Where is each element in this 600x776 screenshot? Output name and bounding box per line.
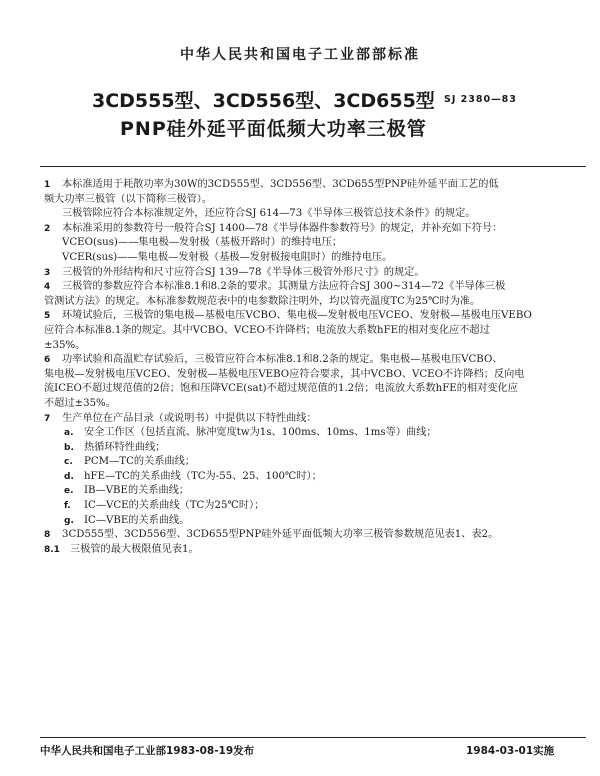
curve-item-a xyxy=(44,426,584,441)
clause-3 xyxy=(44,266,584,281)
clause-6-cont xyxy=(44,368,584,383)
item-label: a. xyxy=(64,428,74,439)
curve-item-e xyxy=(44,484,584,499)
clause-text: 环境试验后，三极管的集电极—基极电压VCBO、集电极—发射极电压VCEO、发射极—基极电压VEBO xyxy=(62,310,532,322)
clause-4 xyxy=(44,280,584,295)
clause-7 xyxy=(44,412,584,427)
clause-number: 8.1 xyxy=(44,544,60,555)
item-text: IC—VBE的关系曲线。 xyxy=(84,514,190,526)
issuing-agency: 中华人民共和国电子工业部部标准 xyxy=(180,47,420,63)
document-title-line2: PNP硅外延平面低频大功率三极管 xyxy=(120,118,427,140)
clause-5-cont xyxy=(44,324,584,339)
curve-item-d xyxy=(44,470,584,485)
clause-text: 三极管的参数应符合本标准8.1和8.2条的要求。其测量方法应符合SJ 300~314—72《半导体三极 xyxy=(62,281,506,293)
clause-1-cont xyxy=(44,193,584,208)
item-text: PCM—TC的关系曲线； xyxy=(84,456,195,468)
curve-item-g xyxy=(44,514,584,529)
clause-6-cont3 xyxy=(44,397,584,412)
item-label: f. xyxy=(64,501,71,512)
clause-text: VCEO(sus)——集电极—发射极（基极开路时）的维持电压； xyxy=(62,237,343,249)
clause-1 xyxy=(44,178,584,193)
clause-number: 7 xyxy=(44,413,51,424)
clause-number: 1 xyxy=(44,180,51,190)
clause-6 xyxy=(44,353,584,368)
item-label: g. xyxy=(64,515,74,526)
clause-number: 6 xyxy=(44,355,51,366)
clause-text: 本标准适用于耗散功率为30W的3CD555型、3CD556型、3CD655型PNP硅外延平面工艺的低 xyxy=(62,179,499,190)
item-label: b. xyxy=(64,442,74,453)
clause-number: 8 xyxy=(44,530,51,541)
bottom-divider xyxy=(40,737,586,738)
clause-number: 5 xyxy=(44,311,51,322)
clause-text: 管测试方法》的规定。本标准参数规范表中的电参数除注明外，均以管壳温度TC为25℃时为准。 xyxy=(44,295,481,307)
top-divider xyxy=(40,166,586,167)
clause-text: 集电极—发射极电压VCEO、发射极—基极电压VEBO应符合要求，其中VCBO、VCEO不许降档；反向电 xyxy=(44,368,525,380)
clause-1-para2 xyxy=(44,207,584,222)
clause-text: 三极管的外形结构和尺寸应符合SJ 139—78《半导体三极管外形尺寸》的规定。 xyxy=(62,266,425,278)
clause-8-1 xyxy=(44,543,584,558)
clause-text: 应符合本标准8.1条的规定。其中VCBO、VCEO不许降档；电流放大系数hFE的相对变化应不超过 xyxy=(44,324,490,336)
clause-text: 本标准采用的参数符号一般符合SJ 1400—78《半导体器件参数符号》的规定，并补充如下符号： xyxy=(62,222,503,234)
clause-text: 不超过±35%。 xyxy=(44,397,116,409)
clause-text: 频大功率三极管（以下简称三极管）。 xyxy=(44,193,213,205)
clause-text: 生产单位在产品目录（或说明书）中提供以下特性曲线： xyxy=(62,412,317,424)
item-text: IB—VBE的关系曲线； xyxy=(84,485,190,497)
item-label: d. xyxy=(64,471,74,482)
clause-number: 4 xyxy=(44,282,51,293)
item-text: IC—VCE的关系曲线（TC为25℃时）； xyxy=(84,500,265,512)
clause-text: 功率试验和高温贮存试验后，三极管应符合本标准8.1和8.2条的规定。集电极—基极电压VCBO、 xyxy=(62,354,503,366)
symbol-def-vceo-sus xyxy=(44,236,584,251)
issue-date: 中华人民共和国电子工业部1983-08-19发布 xyxy=(40,745,255,757)
document-body xyxy=(44,178,584,557)
symbol-def-vcer-sus xyxy=(44,251,584,266)
curve-item-b xyxy=(44,441,584,456)
clause-6-cont2 xyxy=(44,382,584,397)
item-label: c. xyxy=(64,457,73,468)
clause-text: 3CD555型、3CD556型、3CD655型PNP硅外延平面低频大功率三极管参数规范见表1、表2。 xyxy=(62,529,499,541)
item-text: 安全工作区（包括直流、脉冲宽度tw为1s、100ms、10ms、1ms等）曲线； xyxy=(84,427,437,439)
clause-number: 2 xyxy=(44,223,51,234)
clause-text: ±35%。 xyxy=(44,339,86,351)
clause-5-cont2 xyxy=(44,339,584,354)
effective-date: 1984-03-01实施 xyxy=(466,745,555,757)
standard-number: SJ 2380—83 xyxy=(444,94,517,105)
clause-text: 三极管的最大极限值见表1。 xyxy=(70,543,199,555)
clause-2 xyxy=(44,222,584,237)
clause-4-cont xyxy=(44,295,584,310)
clause-5 xyxy=(44,309,584,324)
clause-text: 流ICEO不超过规范值的2倍；饱和压降VCE(sat)不超过规范值的1.2倍；电流放大系数hFE的相对变化应 xyxy=(44,383,518,395)
curve-item-c xyxy=(44,455,584,470)
clause-number: 3 xyxy=(44,267,51,278)
curve-item-f xyxy=(44,499,584,514)
item-label: e. xyxy=(64,486,74,497)
clause-text: VCER(sus)——集电极—发射极（基极—发射极接电阻时）的维持电压。 xyxy=(62,251,393,263)
item-text: hFE—TC的关系曲线（TC为-55、25、100℃时）； xyxy=(84,470,322,482)
item-text: 热循环特性曲线； xyxy=(84,441,166,453)
clause-8 xyxy=(44,528,584,543)
clause-text: 三极管除应符合本标准规定外，还应符合SJ 614—73《半导体三极管总技术条件》的规定。 xyxy=(62,208,476,220)
document-title-line1: 3CD555型、3CD556型、3CD655型 xyxy=(92,90,435,112)
